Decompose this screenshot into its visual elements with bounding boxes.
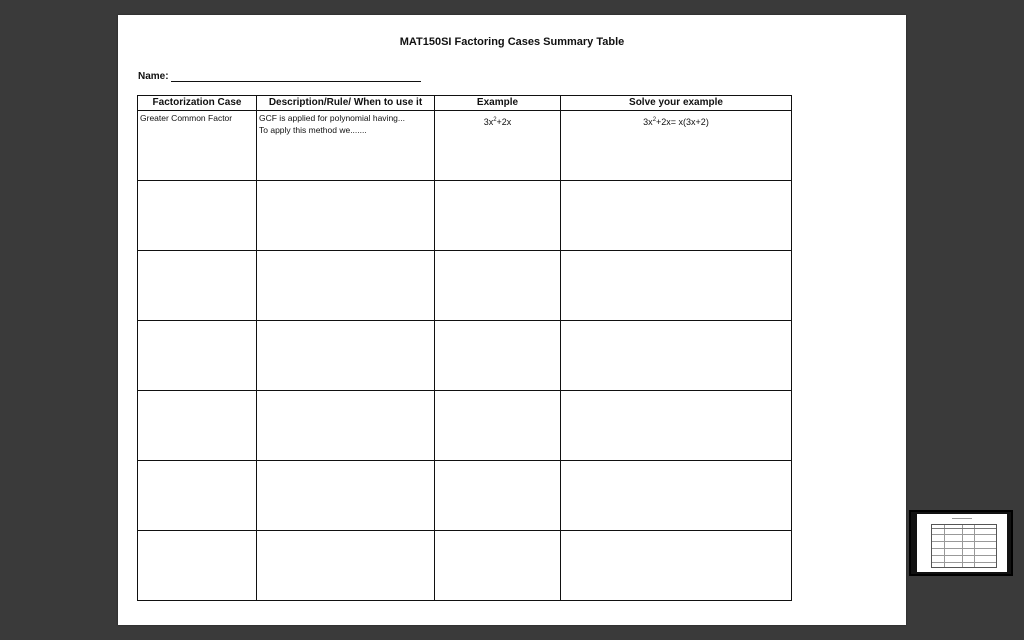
solve-cell xyxy=(561,111,792,181)
table-row xyxy=(138,391,792,461)
empty-cell xyxy=(435,531,561,601)
description-line: To apply this method we....... xyxy=(259,125,367,135)
thumbnail-table-preview xyxy=(931,524,997,568)
example-expression xyxy=(435,111,560,127)
empty-cell xyxy=(257,531,435,601)
thumbnail-title-mark xyxy=(952,518,972,519)
table-row xyxy=(138,461,792,531)
solve-exponent: 2 xyxy=(652,117,657,123)
table-header-row xyxy=(138,96,792,111)
example-rest: +2x xyxy=(496,117,512,127)
empty-cell xyxy=(138,461,257,531)
empty-cell xyxy=(138,391,257,461)
empty-cell xyxy=(435,321,561,391)
column-header-case: Factorization Case xyxy=(138,96,257,111)
empty-cell xyxy=(138,181,257,251)
page-thumbnail[interactable] xyxy=(909,510,1013,576)
empty-cell xyxy=(561,181,792,251)
empty-cell xyxy=(561,251,792,321)
column-header-example: Example xyxy=(435,96,561,111)
empty-cell xyxy=(435,391,561,461)
description-line: GCF is applied for polynomial having... xyxy=(259,113,405,123)
example-exponent: 2 xyxy=(493,117,497,123)
name-blank-line xyxy=(171,71,421,82)
thumbnail-page-preview xyxy=(917,514,1007,572)
page-title: MAT150SI Factoring Cases Summary Table xyxy=(399,36,625,48)
table-row xyxy=(138,111,792,181)
description-text xyxy=(257,111,434,137)
empty-cell xyxy=(257,321,435,391)
example-cell xyxy=(435,111,561,181)
factoring-summary-table xyxy=(137,95,792,601)
empty-cell xyxy=(435,461,561,531)
empty-cell xyxy=(561,531,792,601)
case-text: Greater Common Factor xyxy=(140,113,233,123)
table-row xyxy=(138,181,792,251)
name-field-row xyxy=(138,71,421,82)
empty-cell xyxy=(435,181,561,251)
table-row xyxy=(138,531,792,601)
empty-cell xyxy=(435,251,561,321)
empty-cell xyxy=(561,461,792,531)
empty-cell xyxy=(257,181,435,251)
empty-cell xyxy=(561,391,792,461)
document-page xyxy=(118,15,906,625)
empty-cell xyxy=(257,461,435,531)
table-row xyxy=(138,251,792,321)
empty-cell xyxy=(257,391,435,461)
case-cell xyxy=(138,111,257,181)
solve-base: 3x xyxy=(643,117,653,127)
description-cell xyxy=(257,111,435,181)
example-base: 3x xyxy=(483,117,494,127)
solve-rest: +2x= x(3x+2) xyxy=(656,117,709,127)
column-header-description: Description/Rule/ When to use it xyxy=(257,96,435,111)
empty-cell xyxy=(257,251,435,321)
table-row xyxy=(138,321,792,391)
empty-cell xyxy=(138,321,257,391)
solve-expression xyxy=(561,111,791,127)
name-label: Name: xyxy=(138,71,169,82)
empty-cell xyxy=(561,321,792,391)
column-header-solve: Solve your example xyxy=(561,96,792,111)
empty-cell xyxy=(138,531,257,601)
empty-cell xyxy=(138,251,257,321)
